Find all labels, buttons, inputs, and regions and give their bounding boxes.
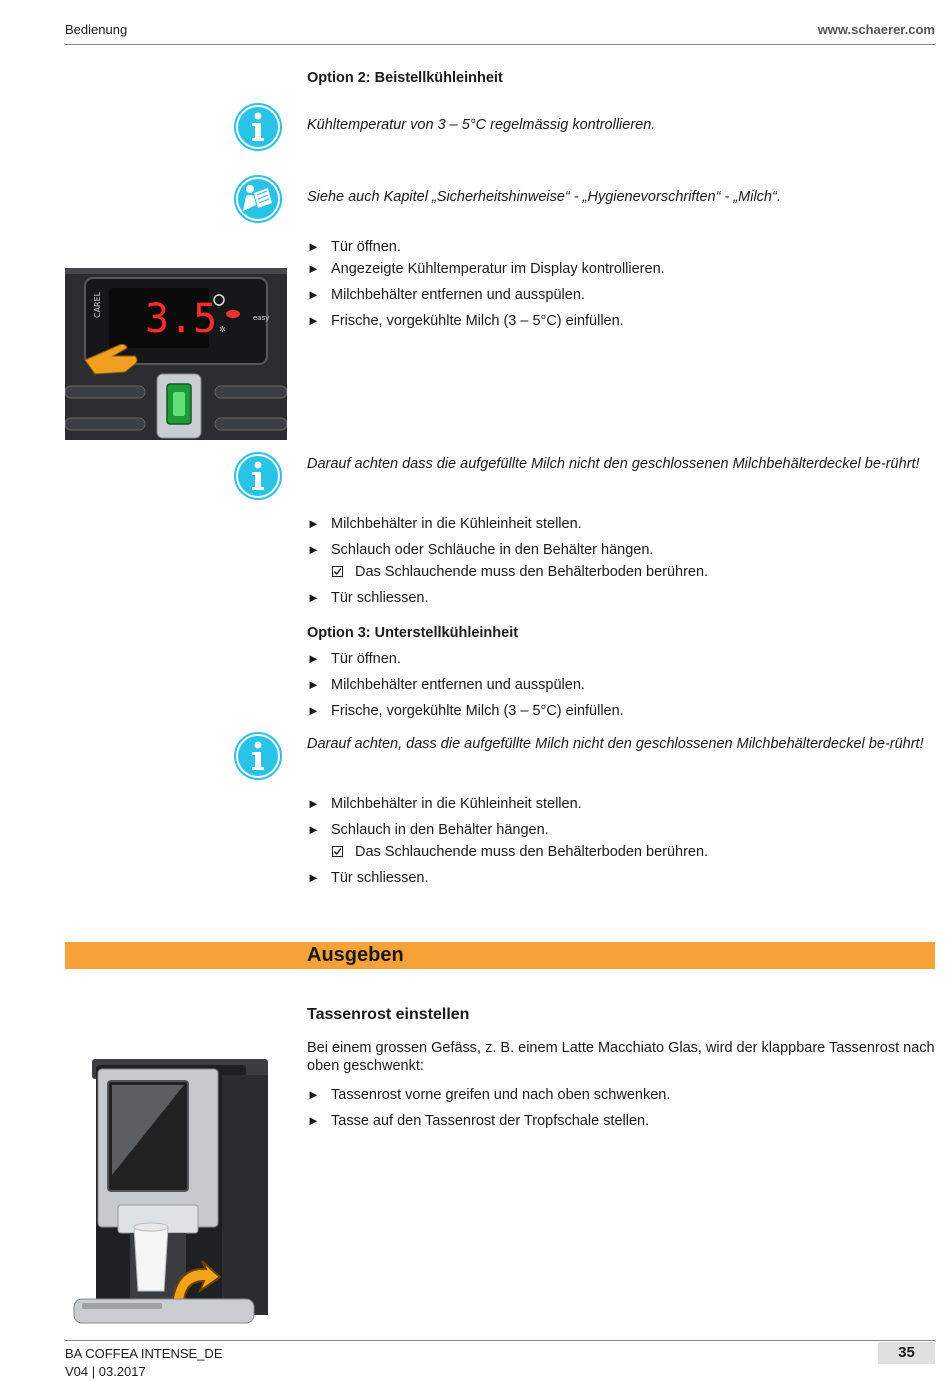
header-website: www.schaerer.com — [817, 22, 935, 37]
result-item: Das Schlauchende muss den Behälterboden berühren. — [307, 563, 935, 581]
list-item: ► Tasse auf den Tassenrost der Tropfschale stellen. — [307, 1113, 650, 1129]
section-title: Ausgeben — [307, 944, 404, 966]
page-number-box — [878, 1342, 935, 1364]
list-item: ► Tür schliessen. — [307, 590, 429, 606]
option2-note-milk-lid: Darauf achten dass die aufgefüllte Milch nicht den geschlossenen Milchbehälterdeckel be-rührt! — [307, 456, 920, 472]
section-paragraph: Bei einem grossen Gefäss, z. B. einem Latte Macchiato Glas, wird der klappbare Tassenrost nach oben geschwenkt: — [307, 1040, 935, 1074]
option3-steps-list — [307, 650, 935, 720]
list-item: ► Frische, vorgekühlte Milch (3 – 5°C) einfüllen. — [307, 313, 624, 329]
list-item: ► Milchbehälter entfernen und ausspülen. — [307, 287, 585, 303]
list-item: ► Frische, vorgekühlte Milch (3 – 5°C) einfüllen. — [307, 703, 624, 719]
cooling-controller-photo — [65, 268, 287, 440]
section-subtitle: Tassenrost einstellen — [307, 1006, 470, 1023]
section-steps-list — [307, 1086, 935, 1130]
checkbox-checked-icon — [332, 566, 343, 577]
display-temperature-value: 3.5 — [145, 296, 218, 342]
option2-note-temperature: Kühltemperatur von 3 – 5°C regelmässig kontrollieren. — [307, 117, 656, 133]
info-icon — [234, 103, 282, 151]
display-brand — [93, 291, 102, 318]
result-item: Das Schlauchende muss den Behälterboden berühren. — [307, 843, 935, 861]
defrost-icon: ✲ — [219, 325, 226, 334]
info-icon — [234, 732, 282, 780]
read-manual-icon — [234, 175, 282, 223]
footer-version: V04 | 03.2017 — [65, 1364, 146, 1379]
header-section-label: Bedienung — [65, 22, 128, 37]
info-icon — [234, 452, 282, 500]
list-item: ► Milchbehälter in die Kühleinheit stellen. — [307, 516, 582, 532]
option3-title: Option 3: Unterstellkühleinheit — [307, 625, 519, 641]
list-item: ► Schlauch in den Behälter hängen. — [307, 822, 549, 838]
list-item: ► Milchbehälter entfernen und ausspülen. — [307, 677, 585, 693]
coffee-machine-photo — [72, 1055, 272, 1327]
set-button — [226, 310, 240, 318]
display-model: easy — [253, 314, 270, 322]
list-item: ► Milchbehälter in die Kühleinheit stellen. — [307, 796, 582, 812]
list-item: ► Schlauch oder Schläuche in den Behälter hängen. — [307, 542, 654, 558]
svg-text:CAREL: CAREL — [93, 291, 102, 318]
list-item: ► Angezeigte Kühltemperatur im Display kontrollieren. — [307, 261, 665, 277]
footer-doc-info — [65, 1345, 223, 1381]
option3-steps-list-2 — [307, 795, 935, 887]
list-item: ► Tür schliessen. — [307, 870, 429, 886]
option2-title: Option 2: Beistellkühleinheit — [307, 70, 503, 86]
list-item: ► Tassenrost vorne greifen und nach oben schwenken. — [307, 1087, 671, 1103]
checkbox-checked-icon — [332, 846, 343, 857]
footer-divider — [65, 1340, 935, 1341]
option2-steps-list-2 — [307, 515, 935, 607]
list-item: ► Tür öffnen. — [307, 651, 401, 667]
section-banner — [65, 942, 935, 969]
list-item: ► Tür öffnen. — [307, 239, 401, 255]
page-number: 35 — [898, 1344, 915, 1361]
option3-note-milk-lid: Darauf achten, dass die aufgefüllte Milch nicht den geschlossenen Milchbehälterdeckel be-rührt! — [307, 736, 924, 752]
option2-note-see-chapter: Siehe auch Kapitel „Sicherheitshinweise“ - „Hygienevorschriften“ - „Milch“. — [307, 189, 781, 205]
footer-doc-name: BA COFFEA INTENSE_DE — [65, 1346, 223, 1361]
option2-steps-list — [307, 238, 935, 330]
header-divider — [65, 44, 935, 45]
